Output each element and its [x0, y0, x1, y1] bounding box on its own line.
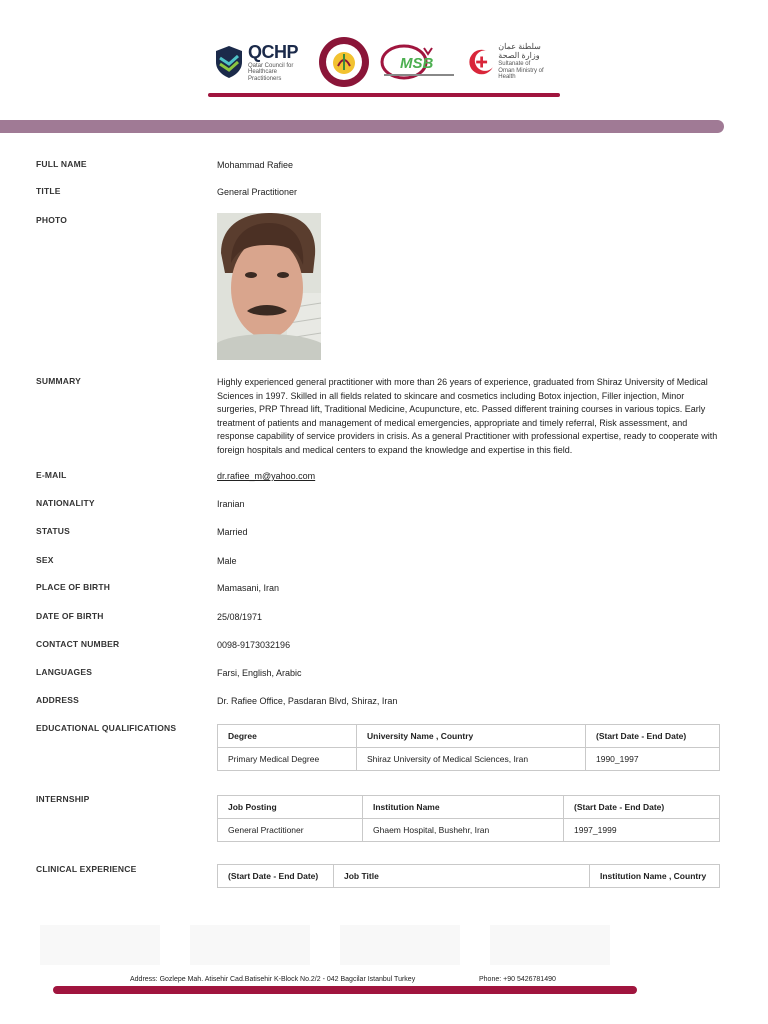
date-of-birth-label: DATE OF BIRTH [36, 611, 104, 621]
oman-moh-logo [468, 42, 557, 82]
education-label: EDUCATIONAL QUALIFICATIONS [36, 723, 177, 733]
watermark-graphic [40, 915, 730, 975]
qchp-subtext: Qatar Council for Healthcare Practitioners [248, 62, 294, 82]
table-header-cell: Job Title [334, 865, 590, 888]
profile-photo-image [217, 213, 321, 360]
table-row [218, 748, 720, 771]
table-header-cell: (Start Date - End Date) [218, 865, 334, 888]
msb-emblem-icon [380, 42, 458, 82]
sex-label: SEX [36, 555, 54, 565]
internship-table [217, 795, 720, 842]
table-header-cell: University Name , Country [357, 725, 586, 748]
table-row [218, 819, 720, 842]
qchp-wordmark: QCHP [248, 41, 299, 62]
address-label: ADDRESS [36, 695, 79, 705]
contact-number-label: CONTACT NUMBER [36, 639, 120, 649]
svg-text:MSB: MSB [400, 55, 434, 72]
header-rule [208, 93, 560, 97]
table-cell: Primary Medical Degree [218, 748, 357, 771]
table-header-row [218, 725, 720, 748]
header-band [0, 120, 724, 133]
table-header-cell: (Start Date - End Date) [564, 796, 720, 819]
date-of-birth-value: 25/08/1971 [217, 612, 263, 622]
status-label: STATUS [36, 526, 70, 536]
table-cell: General Practitioner [218, 819, 363, 842]
nationality-value: Iranian [217, 499, 245, 509]
qatar-seal-icon [318, 36, 370, 88]
internship-label: INTERNSHIP [36, 794, 90, 804]
table-header-row [218, 865, 720, 888]
table-cell: Shiraz University of Medical Sciences, Iran [357, 748, 586, 771]
sex-value: Male [217, 556, 237, 566]
status-value: Married [217, 527, 248, 537]
photo-label: PHOTO [36, 215, 68, 225]
languages-value: Farsi, English, Arabic [217, 668, 302, 678]
full-name-value: Mohammad Rafiee [217, 160, 294, 170]
address-value: Dr. Rafiee Office, Pasdaran Blvd, Shiraz, Iran [217, 696, 398, 706]
table-cell: Ghaem Hospital, Bushehr, Iran [363, 819, 564, 842]
summary-value: Highly experienced general practitioner with more than 26 years of experience, graduated from Shiraz University of Medical Sciences in 1997. Skilled in all fields related to skincare and cosmetics including Botox injection, Filler injection, Minor surgeries, PRP Thread lift, Traditional Medicine, Acupuncture, etc. Passed different training courses in various topics. Early treatment of patients and management of medical emergencies, appropriate and timely referral, Risk assessment, and response capability of service providers in crisis. As a general Practitioner with professional expertise, ready to cooperate with foreign hospitals and medical centers to expand the knowledge and expertise in this field. [217, 377, 718, 455]
footer-address: Address: Gozlepe Mah. Atisehir Cad.Batisehir K-Block No.2/2 - 042 Bagcilar Istanbul Turkey [130, 976, 416, 983]
table-cell: 1990_1997 [586, 748, 720, 771]
place-of-birth-value: Mamasani, Iran [217, 583, 280, 593]
email-link[interactable]: dr.rafiee_m@yahoo.com [217, 471, 316, 481]
nationality-label: NATIONALITY [36, 498, 95, 508]
table-header-cell: Job Posting [218, 796, 363, 819]
place-of-birth-label: PLACE OF BIRTH [36, 582, 111, 592]
education-table [217, 724, 720, 771]
summary-label: SUMMARY [36, 376, 81, 386]
table-cell: 1997_1999 [564, 819, 720, 842]
qchp-shield-icon [214, 45, 244, 79]
table-header-cell: Institution Name , Country [590, 865, 720, 888]
msb-logo [380, 42, 458, 82]
clinical-experience-table [217, 864, 720, 888]
table-header-cell: (Start Date - End Date) [586, 725, 720, 748]
table-header-row [218, 796, 720, 819]
footer-rule [53, 986, 637, 994]
table-header-cell: Degree [218, 725, 357, 748]
state-of-qatar-seal [318, 36, 370, 88]
profile-photo [217, 213, 321, 360]
contact-number-value: 0098-9173032196 [217, 640, 291, 650]
title-label: TITLE [36, 186, 61, 196]
footer-phone: Phone: +90 5426781490 [479, 976, 556, 983]
clinical-experience-label: CLINICAL EXPERIENCE [36, 864, 137, 874]
languages-label: LANGUAGES [36, 667, 93, 677]
qchp-logo [214, 42, 308, 83]
email-label: E-MAIL [36, 470, 67, 480]
oman-moh-crescent-icon [468, 42, 495, 82]
full-name-label: FULL NAME [36, 159, 87, 169]
oman-moh-arabic: سلطنة عمان وزارة الصحة [498, 42, 541, 61]
title-value: General Practitioner [217, 187, 298, 197]
table-header-cell: Institution Name [363, 796, 564, 819]
oman-moh-subtext: Sultanate of Oman Ministry of Health [498, 60, 544, 81]
header-logos [214, 34, 554, 90]
